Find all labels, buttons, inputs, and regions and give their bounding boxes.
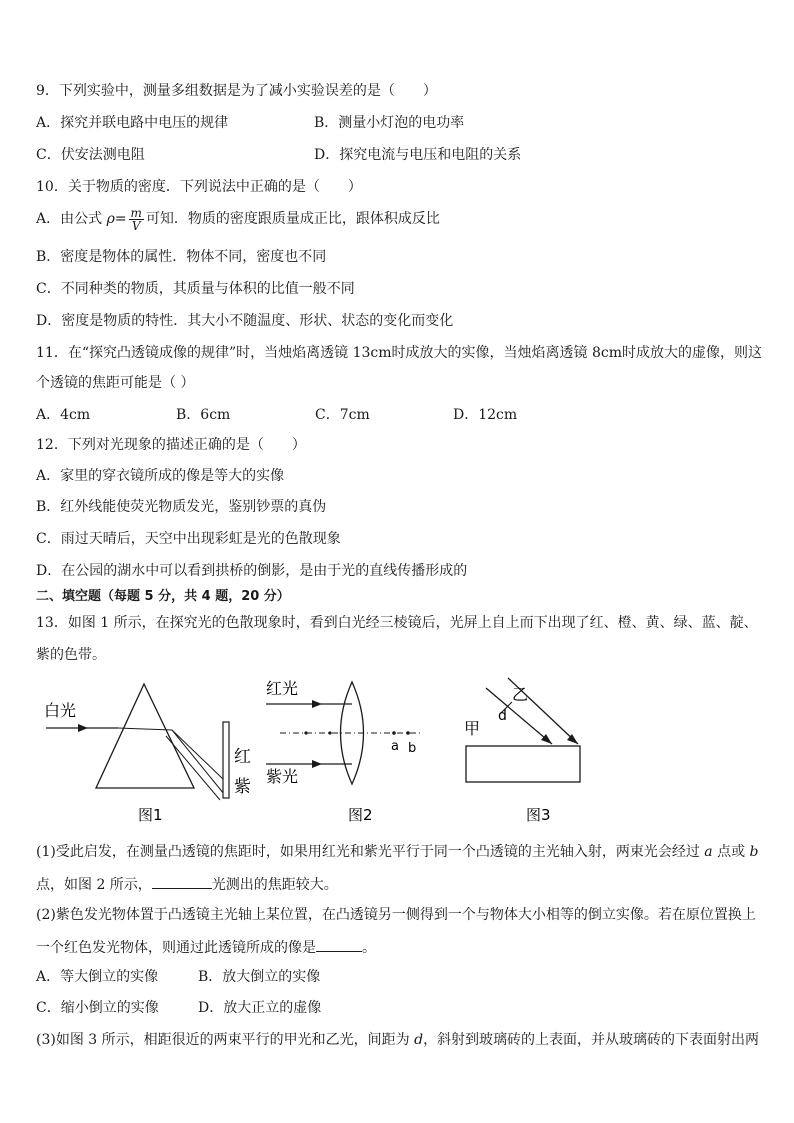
figure-3 (464, 678, 580, 824)
q13-part2-text: 。 (362, 940, 376, 956)
fraction-denominator: V (131, 218, 141, 233)
figure-2 (266, 679, 420, 824)
figure-1-caption: 图1 (138, 806, 163, 824)
q13-stem-line1: 13．如图 1 所示，在探究光的色散现象时，看到白光经三棱镜后，光屏上自上而下出现了红、橙、黄、绿、蓝、靛、 (36, 615, 758, 631)
red-band-label: 红 (234, 747, 251, 767)
q13-part1-line2 (36, 874, 338, 894)
q11-option-d: D．12cm (453, 407, 518, 423)
purple-dispersed-ray (172, 730, 224, 794)
light-screen (223, 722, 229, 798)
glass-brick (466, 746, 580, 782)
q13-part2-text: 一个红色发光物体，则通过此透镜所成的像是 (36, 940, 316, 956)
section-heading: 二、填空题（每题 5 分，共 4 题，20 分） (36, 589, 290, 604)
q13-part3-text: (3)如图 3 所示，相距很近的两束平行的甲光和乙光，间距为 (36, 1032, 415, 1048)
density-formula-fraction (129, 207, 144, 232)
point-b-label: b (408, 741, 417, 756)
point-a-ref: a (704, 844, 713, 860)
point-b-ref: b (749, 844, 759, 860)
point-a-dot (392, 731, 396, 735)
axis-dot (328, 731, 331, 734)
q9-option-d: D．探究电流与电压和电阻的关系 (314, 147, 522, 163)
q9-option-a: A．探究并联电路中电压的规律 (36, 115, 229, 131)
q11-option-a: A．4cm (36, 407, 91, 423)
q12-option-c: C．雨过天晴后，天空中出现彩虹是光的色散现象 (36, 531, 341, 547)
point-a-label: a (391, 739, 399, 754)
q10-option-a (36, 206, 440, 232)
purple-band-label: 紫 (234, 777, 251, 797)
q11-stem-line1: 11．在“探究凸透镜成像的规律”时，当烛焰离透镜 13cm时成放大的实像，当烛焰离透镜 8cm时成放大的虚像，则这 (36, 345, 762, 361)
q13-part1-line1 (36, 843, 759, 861)
density-symbol: ρ (106, 211, 115, 227)
red-light-label: 红光 (266, 679, 299, 698)
distance-d-ref: d (414, 1032, 424, 1048)
q10-option-c: C．不同种类的物质，其质量与体积的比值一般不同 (36, 281, 355, 297)
q13-part1-text: 点或 (712, 844, 750, 860)
q13-part2-line2 (36, 937, 376, 957)
q11-stem-line2: 个透镜的焦距可能是（ ） (36, 375, 195, 391)
axis-dot (304, 731, 307, 734)
q13-part2-option-c: C．缩小倒立的实像 (36, 1000, 159, 1016)
q13-part2-option-b: B．放大倒立的实像 (198, 969, 321, 985)
purple-light-label: 紫光 (266, 767, 299, 786)
figure-2-caption: 图2 (348, 806, 373, 824)
refracted-ray (118, 728, 172, 730)
point-b-dot (406, 731, 410, 735)
q11-option-c: C．7cm (315, 407, 370, 423)
arrow-icon (312, 760, 322, 768)
q10-a-suffix: 可知．物质的密度跟质量成正比，跟体积成反比 (145, 211, 440, 227)
q13-stem-line2: 紫的色带。 (36, 647, 106, 663)
figure-3-caption: 图3 (526, 806, 551, 824)
figures (30, 670, 590, 830)
yi-label: 乙 (512, 685, 529, 704)
q10-stem: 10．关于物质的密度．下列说法中正确的是（ ） (36, 179, 362, 195)
q9-stem: 9．下列实验中，测量多组数据是为了减小实验误差的是（ ） (36, 83, 437, 99)
red-dispersed-ray (172, 730, 224, 780)
q13-part3-text: ，斜射到玻璃砖的上表面，并从玻璃砖的下表面射出两 (423, 1032, 760, 1048)
q10-option-b: B．密度是物体的属性．物体不同，密度也不同 (36, 249, 327, 265)
prism-triangle (96, 684, 194, 788)
q10-a-prefix: A．由公式 (36, 211, 103, 227)
q13-part3-line1 (36, 1031, 759, 1049)
q12-option-b: B．红外线能使荧光物质发光，鉴别钞票的真伪 (36, 499, 327, 515)
answer-blank[interactable] (152, 874, 212, 889)
figure-1 (44, 684, 251, 824)
q12-stem: 12．下列对光现象的描述正确的是（ ） (36, 437, 306, 453)
q12-option-a: A．家里的穿衣镜所成的像是等大的实像 (36, 468, 285, 484)
arrow-icon (312, 700, 322, 708)
q13-part2-option-d: D．放大正立的虚像 (198, 1000, 322, 1016)
white-light-label: 白光 (44, 701, 77, 720)
arrow-icon (78, 724, 88, 732)
equals-sign: = (114, 211, 127, 227)
q13-part1-text: (1)受此启发，在测量凸透镜的焦距时，如果用红光和紫光平行于同一个凸透镜的主光轴入射，两束光会经过 (36, 844, 705, 860)
q11-option-b: B．6cm (176, 407, 231, 423)
q9-option-b: B．测量小灯泡的电功率 (314, 115, 465, 131)
q10-option-d: D．密度是物质的特性．其大小不随温度、形状、状态的变化而变化 (36, 313, 454, 329)
jia-label: 甲 (464, 719, 481, 738)
q13-part2-option-a: A．等大倒立的实像 (36, 969, 159, 985)
answer-blank[interactable] (316, 937, 362, 952)
q13-part1-text: 光测出的焦距较大。 (211, 877, 338, 893)
q9-option-c: C．伏安法测电阻 (36, 147, 145, 163)
q12-option-d: D．在公园的湖水中可以看到拱桥的倒影，是由于光的直线传播形成的 (36, 563, 468, 579)
q13-part2-line1: (2)紫色发光物体置于凸透镜主光轴上某位置，在凸透镜另一侧得到一个与物体大小相等的倒立实像。若在原位置换上 (36, 907, 756, 923)
fraction-numerator: m (130, 205, 142, 220)
distance-d-label: d (498, 708, 507, 724)
q13-part1-text: 点，如图 2 所示， (36, 877, 152, 893)
